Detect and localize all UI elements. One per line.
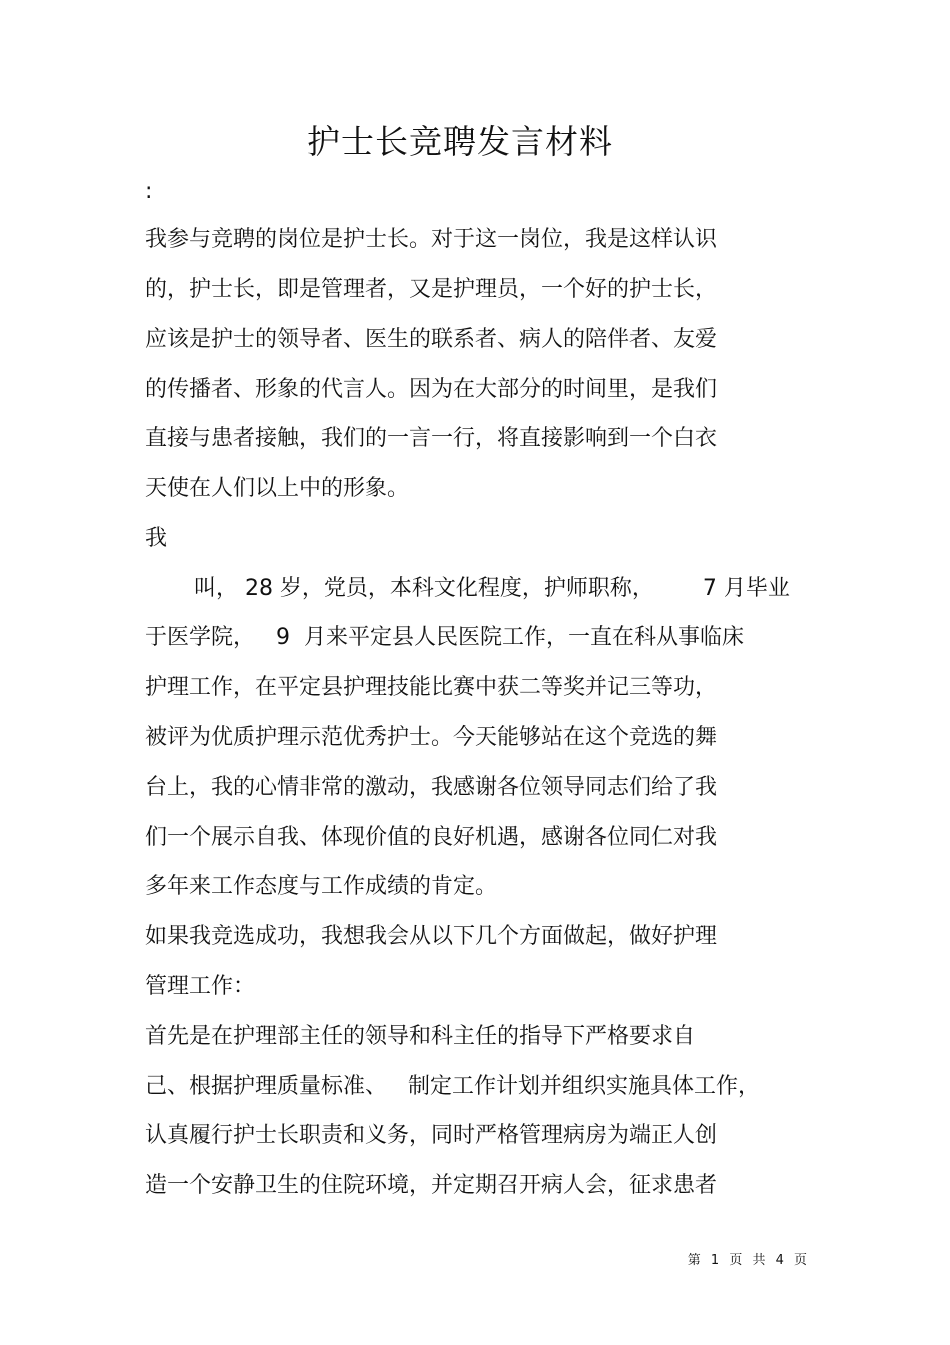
body-line: 首先是在护理部主任的领导和科主任的指导下严格要求自 — [145, 1024, 696, 1049]
body-line: 的，护士长，即是管理者，又是护理员，一个好的护士长， — [145, 277, 718, 302]
body-line: 多年来工作态度与工作成绩的肯定。 — [145, 874, 498, 899]
page-title: 护士长竞聘发言材料 — [307, 122, 613, 161]
page-number-footer: 第 1 页 共 4 页 — [687, 1253, 810, 1268]
body-line: 我 — [145, 526, 168, 551]
body-line: 直接与患者接触，我们的一言一行，将直接影响到一个白衣 — [145, 426, 718, 451]
body-line: 台上，我的心情非常的激动，我感谢各位领导同志们给了我 — [145, 775, 718, 800]
body-line: 被评为优质护理示范优秀护士。今天能够站在这个竞选的舞 — [145, 725, 718, 750]
body-line: 的传播者、形象的代言人。因为在大部分的时间里，是我们 — [145, 377, 718, 402]
body-line: 己、根据护理质量标准、 制定工作计划并组织实施具体工作， — [145, 1074, 760, 1099]
body-line: 管理工作： — [145, 974, 256, 999]
body-line: 护理工作，在平定县护理技能比赛中获二等奖并记三等功， — [145, 675, 718, 700]
body-line: 应该是护士的领导者、医生的联系者、病人的陪伴者、友爱 — [145, 327, 718, 352]
body-line: 认真履行护士长职责和义务，同时严格管理病房为端正人创 — [145, 1123, 718, 1148]
body-line: 造一个安静卫生的住院环境，并定期召开病人会，征求患者 — [145, 1173, 718, 1198]
body-line: 于医学院， 9 月来平定县人民医院工作，一直在科从事临床 — [145, 625, 744, 650]
body-line: : — [145, 179, 153, 204]
body-line: 天使在人们以上中的形象。 — [145, 476, 410, 501]
body-line: 如果我竞选成功，我想我会从以下几个方面做起，做好护理 — [145, 924, 718, 949]
body-line: 们一个展示自我、体现价值的良好机遇，感谢各位同仁对我 — [145, 825, 718, 850]
body-line: 我参与竞聘的岗位是护士长。对于这一岗位，我是这样认识 — [145, 227, 718, 252]
body-line: 叫， 28 岁，党员，本科文化程度，护师职称， 7 月毕业 — [145, 576, 790, 601]
